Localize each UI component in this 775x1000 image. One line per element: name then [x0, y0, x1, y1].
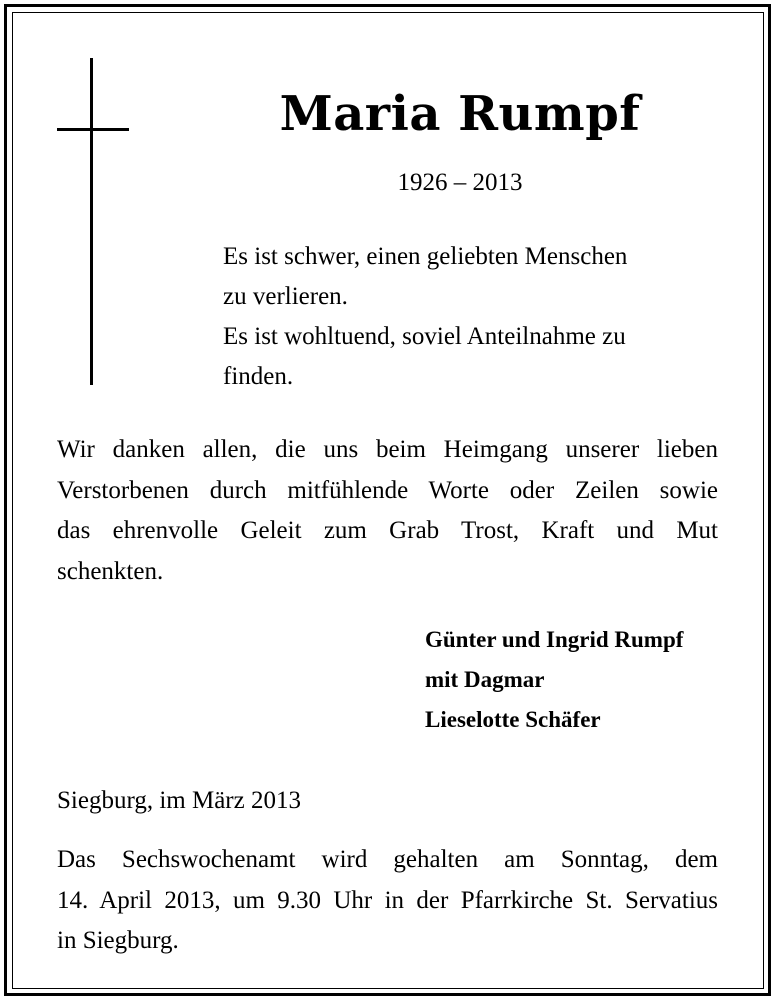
- signature-line: mit Dagmar: [425, 667, 545, 692]
- cross-horizontal-bar: [57, 128, 129, 131]
- thanks-paragraph: [57, 430, 718, 592]
- life-years: 1926 – 2013: [397, 169, 523, 196]
- verse-line: finden.: [223, 363, 294, 390]
- signatures: [425, 620, 725, 740]
- verse: [223, 237, 703, 397]
- thanks-line: schenkten.: [57, 557, 164, 585]
- thanks-line: das ehrenvolle Geleit zum Grab Trost, Kraft und Mut: [57, 517, 718, 544]
- mass-line: Das Sechswochenamt wird gehalten am Sonntag, dem: [57, 846, 718, 873]
- deceased-name: Maria Rumpf: [279, 86, 641, 142]
- signature-line: Lieselotte Schäfer: [425, 707, 601, 732]
- thanks-line: Verstorbenen durch mitfühlende Worte oder Zeilen sowie: [57, 476, 718, 504]
- verse-line: Es ist schwer, einen geliebten Menschen: [223, 243, 628, 270]
- verse-line: zu verlieren.: [223, 283, 348, 310]
- place-date: Siegburg, im März 2013: [57, 787, 301, 814]
- signature-line: Günter und Ingrid Rumpf: [425, 627, 684, 652]
- thanks-line: Wir danken allen, die uns beim Heimgang unserer lieben: [57, 436, 718, 463]
- cross-vertical-bar: [90, 58, 93, 385]
- mass-announcement: [57, 840, 718, 962]
- verse-line: Es ist wohltuend, soviel Anteilnahme zu: [223, 323, 626, 350]
- mass-line: 14. April 2013, um 9.30 Uhr in der Pfarrkirche St. Servatius: [57, 886, 718, 914]
- mass-line: in Siegburg.: [57, 927, 179, 954]
